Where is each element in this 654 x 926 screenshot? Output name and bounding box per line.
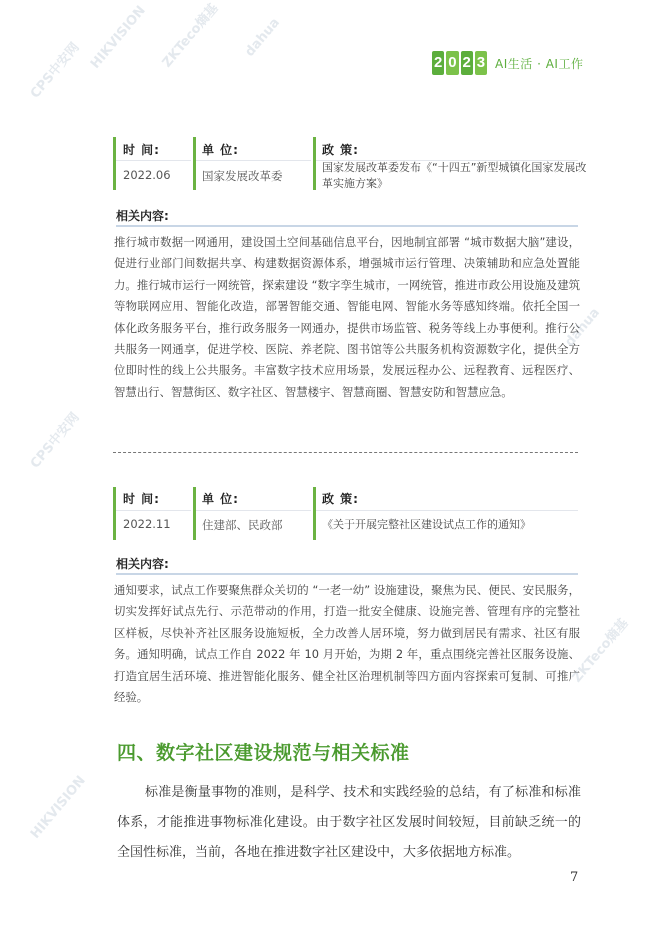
accent-bar xyxy=(193,137,196,190)
time-value: 2022.06 xyxy=(123,168,171,182)
logo-digit: 0 xyxy=(446,51,458,75)
policy-label: 政 策: xyxy=(322,143,359,157)
year-logo xyxy=(432,51,487,75)
logo-digit: 3 xyxy=(475,51,487,75)
dashed-separator xyxy=(113,452,578,453)
time-label: 时 间: xyxy=(123,143,160,157)
divider xyxy=(196,160,311,161)
related-underline xyxy=(116,573,578,575)
watermark: dahua xyxy=(242,15,284,60)
policy-label: 政 策: xyxy=(322,492,359,506)
header-tagline: AI生活 · AI工作 xyxy=(495,57,584,71)
unit-label: 单 位: xyxy=(202,492,239,506)
accent-bar xyxy=(313,487,316,540)
divider xyxy=(116,160,191,161)
section-paragraph: 标准是衡量事物的准则，是科学、技术和实践经验的总结，有了标准和标准体系，才能推进事物标准化建设。由于数字社区发展时间较短，目前缺乏统一的全国性标准，当前，各地在推进数字社区建设中，大多依据地方标准。 xyxy=(117,785,581,860)
accent-bar xyxy=(313,137,316,190)
time-label: 时 间: xyxy=(123,492,160,506)
watermark: CPS中安网 xyxy=(27,40,83,102)
accent-bar xyxy=(193,487,196,540)
policy-value: 《关于开展完整社区建设试点工作的通知》 xyxy=(322,518,531,531)
watermark: HIKVISION xyxy=(27,773,89,842)
watermark: HIKVISION xyxy=(87,3,149,72)
watermark: CPS中安网 xyxy=(27,410,83,472)
policy-value: 国家发展改革委发布《“十四五”新型城镇化国家发展改革实施方案》 xyxy=(322,161,587,190)
related-label: 相关内容: xyxy=(116,209,169,223)
accent-bar xyxy=(113,137,116,190)
watermark: ZKTeco熵基 xyxy=(159,1,222,71)
watermark: ZKTeco熵基 xyxy=(569,616,632,686)
accent-bar xyxy=(113,487,116,540)
unit-value: 住建部、民政部 xyxy=(202,518,283,532)
related-content: 推行城市数据一网通用，建设国土空间基础信息平台，因地制宜部署 “城市数据大脑”建设，促进行业部门间数据共享、构建数据资源体系，增强城市运行管理、决策辅助和应急处置能力。推行城市运行一网统管，探索建设 “数字孪生城市，一网统管，推进市政公用设施及建筑等物联网应用、智能化改造，部署智能交通、智能电网、智能水务等感知终端。依托全国一体化政务服务平台，推行政务服务一网通办，提供市场监管、税务等线上办事便利。推行公共服务一网通享，促进学校、医院、养老院、图书馆等公共服务机构资源数字化，提供全方位即时性的线上公共服务。丰富数字技术应用场景，发展远程办公、远程教育、远程医疗、智慧出行、智慧街区、数字社区、智慧楼宇、智慧商圈、智慧安防和智慧应急。 xyxy=(114,235,580,399)
related-content: 通知要求，试点工作要聚焦群众关切的 “一老一幼” 设施建设，聚焦为民、便民、安民服务，切实发挥好试点先行、示范带动的作用，打造一批安全健康、设施完善、管理有序的完整社区样板，尽快补齐社区服务设施短板，全力改善人居环境，努力做到居民有需求、社区有服务。通知明确，试点工作自 2022 年 10 月开始，为期 2 年，重点围绕完善社区服务设施、打造宜居生活环境、推进智能化服务、健全社区治理机制等四方面内容探索可复制、可推广经验。 xyxy=(114,583,580,705)
page-number: 7 xyxy=(570,870,579,885)
section-heading: 四、数字社区建设规范与相关标准 xyxy=(117,742,410,764)
divider xyxy=(196,510,311,511)
divider xyxy=(316,510,578,511)
watermark: dahua xyxy=(562,305,604,350)
related-underline xyxy=(116,225,578,227)
related-label: 相关内容: xyxy=(116,557,169,571)
unit-value: 国家发展改革委 xyxy=(202,169,283,183)
logo-digit: 2 xyxy=(461,51,473,75)
logo-digit: 2 xyxy=(432,51,444,75)
time-value: 2022.11 xyxy=(123,517,171,531)
divider xyxy=(116,510,191,511)
unit-label: 单 位: xyxy=(202,143,239,157)
